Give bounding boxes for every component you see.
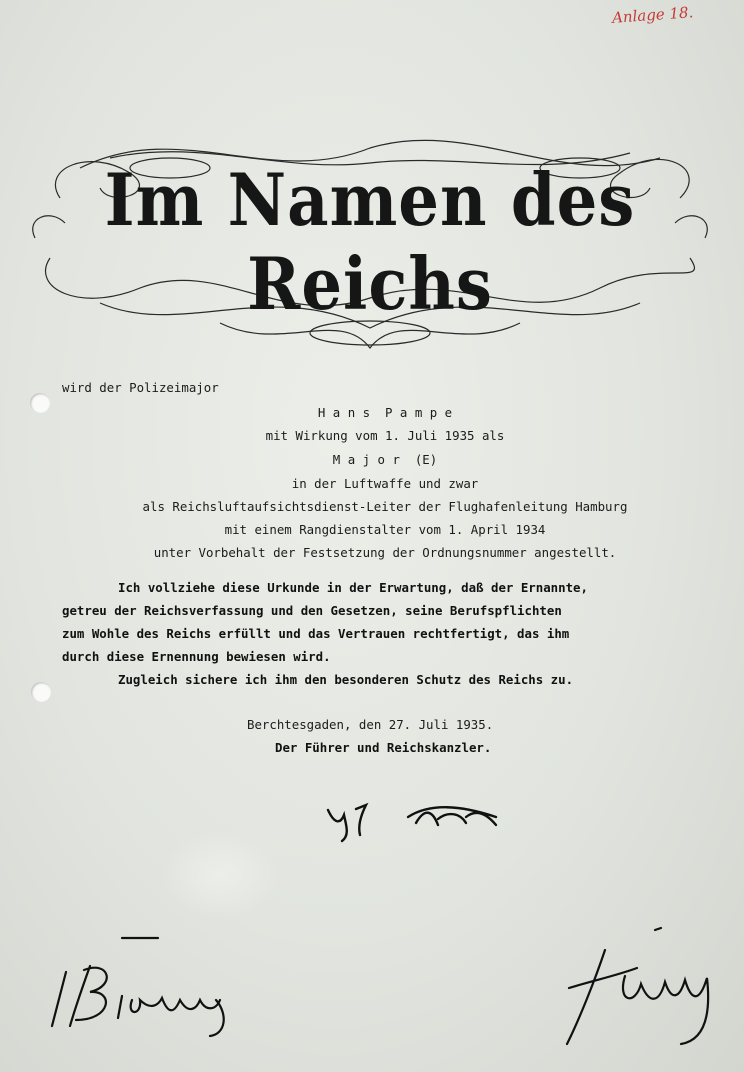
place-date: Berchtesgaden, den 27. Juli 1935. [247, 717, 494, 732]
appointee-name: H a n s P a m p e [317, 405, 453, 420]
paragraph-line: getreu der Reichsverfassung und den Gesetzen, seine Berufspflichten [62, 603, 562, 618]
effective-date-line: mit Wirkung vom 1. Juli 1935 als [265, 428, 505, 443]
branch-line: in der Luftwaffe und zwar [291, 476, 479, 491]
signature-center [320, 795, 520, 845]
ornamental-heading [20, 128, 720, 358]
signature-right [555, 920, 725, 1050]
signatory-title: Der Führer und Reichskanzler. [275, 740, 492, 755]
seniority-line: mit einem Rangdienstalter vom 1. April 1934 [224, 522, 546, 537]
protection-line: Zugleich sichere ich ihm den besonderen Schutz des Reichs zu. [118, 672, 574, 687]
punch-hole-bottom [31, 682, 51, 702]
annex-note: Anlage 18. [611, 3, 694, 27]
document-heading: Im Namen des Reichs [104, 159, 636, 327]
paragraph-line: durch diese Ernennung bewiesen wird. [62, 649, 331, 664]
signature-left [40, 930, 240, 1040]
position-line: als Reichsluftaufsichtsdienst-Leiter der Flughafenleitung Hamburg [142, 499, 628, 514]
rank-line: M a j o r (E) [332, 452, 438, 467]
paragraph-line: zum Wohle des Reichs erfüllt und das Vertrauen rechtfertigt, das ihm [62, 626, 570, 641]
intro-line: wird der Polizeimajor [62, 380, 219, 395]
paragraph-line: Ich vollziehe diese Urkunde in der Erwartung, daß der Ernannte, [118, 580, 588, 595]
reservation-line: unter Vorbehalt der Festsetzung der Ordnungsnummer angestellt. [153, 545, 617, 560]
embossed-seal [160, 830, 280, 920]
